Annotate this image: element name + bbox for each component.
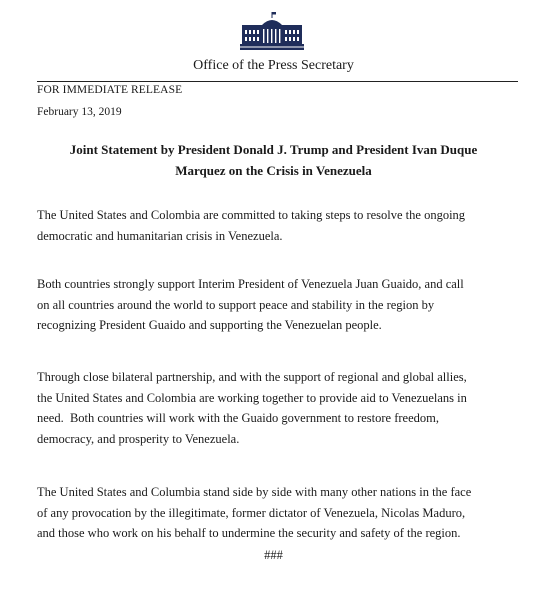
header-divider	[37, 81, 518, 82]
paragraph-line: and those who work on his behalf to undermine the security and safety of the region.	[37, 526, 461, 540]
paragraph-line: need. Both countries will work with the Guaido government to restore freedom,	[37, 411, 439, 425]
paragraph-line: Through close bilateral partnership, and with the support of regional and global allies,	[37, 370, 467, 384]
paragraph-2	[37, 274, 519, 336]
paragraph-line: recognizing President Guaido and supporting the Venezuelan people.	[37, 318, 382, 332]
statement-title	[30, 139, 517, 181]
paragraph-3	[37, 367, 519, 449]
office-title: Office of the Press Secretary	[193, 58, 354, 73]
white-house-icon	[240, 12, 304, 50]
paragraph-line: Both countries strongly support Interim President of Venezuela Juan Guaido, and call	[37, 277, 464, 291]
paragraph-line: democratic and humanitarian crisis in Venezuela.	[37, 228, 283, 243]
statement-title-line: Marquez on the Crisis in Venezuela	[175, 163, 372, 178]
release-date: February 13, 2019	[37, 106, 122, 118]
paragraph-4	[37, 482, 519, 544]
paragraph-1	[37, 205, 519, 246]
paragraph-line: democracy, and prosperity to Venezuela.	[37, 431, 240, 446]
paragraph-line: on all countries around the world to support peace and stability in the region by	[37, 297, 435, 312]
release-label: FOR IMMEDIATE RELEASE	[37, 84, 183, 96]
paragraph-line: The United States and Colombia are committed to taking steps to resolve the ongoing	[37, 208, 466, 222]
statement-title-line: Joint Statement by President Donald J. Trump and President Ivan Duque	[69, 142, 478, 157]
paragraph-line: of any provocation by the illegitimate, former dictator of Venezuela, Nicolas Maduro,	[37, 505, 466, 520]
end-mark: ###	[264, 548, 283, 562]
paragraph-line: the United States and Colombia are working together to provide aid to Venezuelans in	[37, 390, 467, 405]
paragraph-line: The United States and Columbia stand side by side with many other nations in the face	[37, 485, 472, 499]
